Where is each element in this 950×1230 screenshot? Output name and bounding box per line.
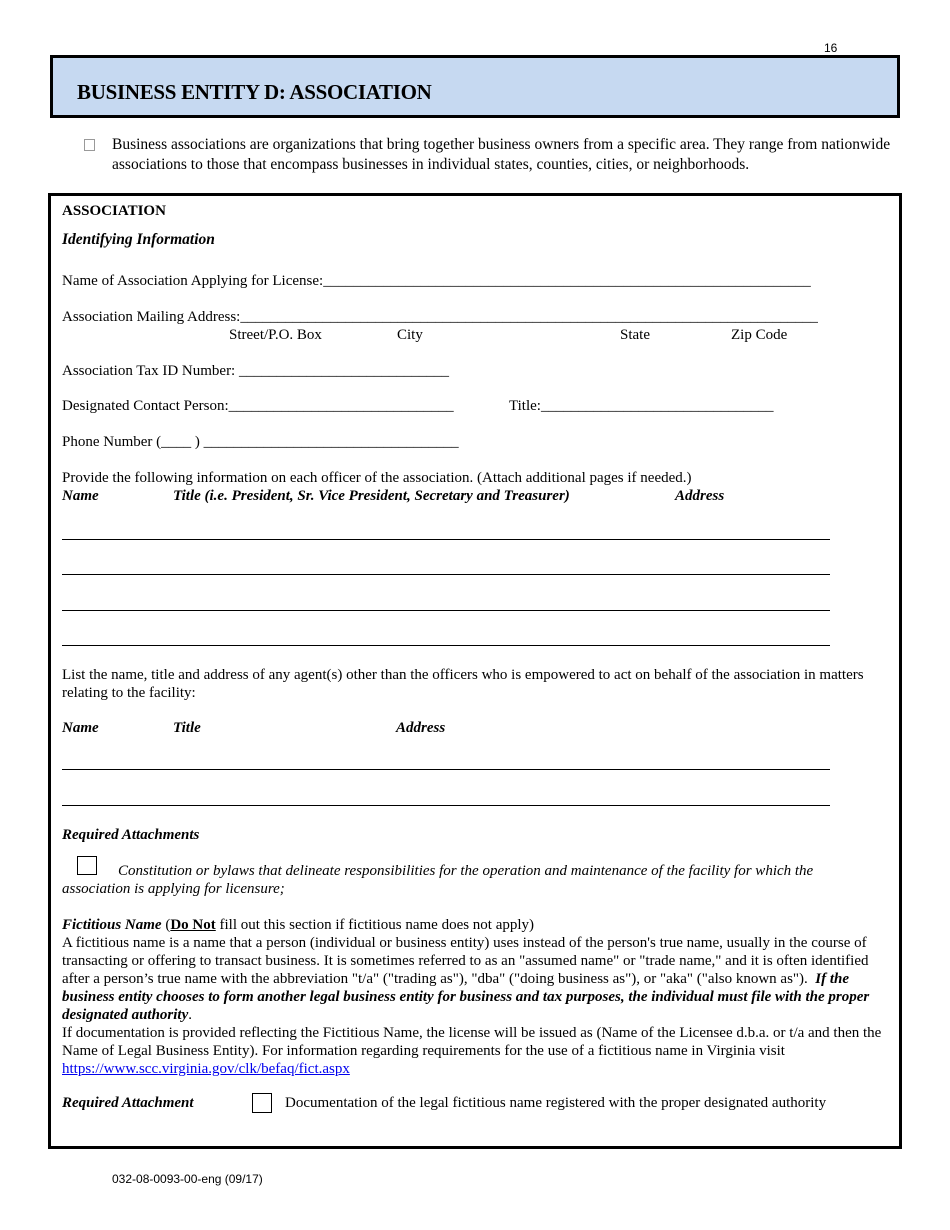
section-heading: ASSOCIATION: [62, 203, 166, 219]
fictitious-name-heading: Fictitious Name: [62, 917, 162, 933]
bylaws-attachment-text: Constitution or bylaws that delineate responsibilities for the operation and maintenance of the facility for which the association is applying for licensure;: [62, 863, 814, 897]
agents-col-title: Title: [173, 720, 201, 736]
phone-blank[interactable]: __________________________________: [203, 434, 459, 450]
contact-title-field[interactable]: [509, 398, 773, 415]
association-name-blank[interactable]: _________________________________________________________________: [323, 273, 811, 289]
association-name-label: Name of Association Applying for License:: [62, 273, 324, 289]
required-attachment-label: Required Attachment: [62, 1095, 194, 1111]
mailing-address-field[interactable]: [62, 309, 818, 326]
agents-col-address: Address: [396, 720, 446, 736]
page-title: BUSINESS ENTITY D: ASSOCIATION: [77, 80, 432, 104]
phone-label: Phone Number (____ ): [62, 434, 200, 450]
bullet-square-icon: [84, 139, 95, 151]
officer-entry-line[interactable]: [62, 574, 830, 575]
contact-title-blank[interactable]: _______________________________: [540, 398, 774, 414]
officer-entry-line[interactable]: [62, 610, 830, 611]
street-caption: Street/P.O. Box: [229, 327, 322, 343]
tax-id-label: Association Tax ID Number:: [62, 363, 236, 379]
state-caption: State: [620, 327, 650, 343]
tax-id-field[interactable]: [62, 363, 449, 380]
fictitious-paren-open: (: [161, 917, 171, 933]
intro-paragraph: Business associations are organizations that bring together business owners from a specific area. They range from nationwide associations to those that encompass businesses in individual states, counties, cities, or neighborhoods.: [112, 136, 891, 173]
fictitious-documentation-checkbox[interactable]: [252, 1093, 272, 1113]
fictitious-body-text: A fictitious name is a name that a person (individual or business entity) uses instead of the person's true name, usually in the course of transacting or offering to transact business. It is sometimes referred to as an "assumed name" or "trade name," and it is often identified after a person’s true name with the abbreviation "t/a" ("trading as"), "dba" ("doing business as"), or "aka" ("also known as").: [62, 935, 869, 987]
officers-col-title: Title (i.e. President, Sr. Vice President, Secretary and Treasurer): [173, 488, 570, 504]
tax-id-blank[interactable]: ____________________________: [238, 363, 449, 379]
officer-entry-line[interactable]: [62, 645, 830, 646]
phone-field[interactable]: [62, 434, 459, 451]
association-name-field[interactable]: [62, 273, 811, 290]
agent-entry-line[interactable]: [62, 805, 830, 806]
fictitious-documentation-item: Documentation of the legal fictitious name registered with the proper designated authority: [285, 1095, 827, 1111]
mailing-address-blank[interactable]: _____________________________________________________________________________: [240, 309, 818, 325]
section-subheading: Identifying Information: [62, 231, 215, 248]
required-attachments-heading: Required Attachments: [62, 827, 200, 843]
officers-instruction: Provide the following information on each officer of the association. (Attach additional pages if needed.): [62, 470, 692, 486]
title-banner: [50, 55, 900, 118]
city-caption: City: [397, 327, 423, 343]
agents-col-name: Name: [62, 720, 99, 736]
form-footer-code: 032-08-0093-00-eng (09/17): [112, 1172, 263, 1186]
contact-person-field[interactable]: [62, 398, 454, 415]
contact-title-label: Title:: [509, 398, 541, 414]
agents-instruction: List the name, title and address of any agent(s) other than the officers who is empowered to act on behalf of the association in matters relating to the facility:: [62, 667, 864, 701]
mailing-address-label: Association Mailing Address:: [62, 309, 241, 325]
page-number: 16: [824, 41, 838, 55]
fictitious-bold-notice: If the business entity chooses to form another legal business entity for business and tax purposes, the individual must file with the proper designated authority: [62, 971, 870, 1023]
scc-fictitious-link[interactable]: https://www.scc.virginia.gov/clk/befaq/fict.aspx: [62, 1061, 350, 1077]
do-not-emphasis: Do Not: [170, 917, 216, 933]
contact-person-label: Designated Contact Person:: [62, 398, 229, 414]
fictitious-paren-rest: fill out this section if fictitious name does not apply): [215, 917, 535, 933]
contact-person-blank[interactable]: ______________________________: [228, 398, 454, 414]
officer-entry-line[interactable]: [62, 539, 830, 540]
fictitious-documentation-text: If documentation is provided reflecting the Fictitious Name, the license will be issued as (Name of the Licensee d.b.a. or t/a and then the Name of Legal Business Entity). For information regarding requirements for the use of a fictitious name in Virginia visit: [62, 1025, 882, 1059]
fictitious-name-section: Fictitious Name (Do Not fill out this section if fictitious name does not apply) A fictitious name is a name that a person (individual or business entity) uses instead of the person's true name, usually in the course of transacting or offering to transact business. It is sometimes referred to as an "assumed name" or "trade name," and it is often identified after a person’s true name with the abbreviation "t/a" ("trading as"), "dba" ("doing business as"), or "aka" ("also known as"). If the business entity chooses to form another legal business entity for business and tax purposes, the individual must file with the proper designated authority. If documentation is provided reflecting the Fictitious Name, the license will be issued as (Name of the Licensee d.b.a. or t/a and then the Name of Legal Business Entity). For information regarding requirements for the use of a fictitious name in Virginia visit https://www.scc.virginia.gov/clk/befaq/fict.aspx: [62, 917, 882, 1077]
agent-entry-line[interactable]: [62, 769, 830, 770]
zip-caption: Zip Code: [731, 327, 788, 343]
officers-col-name: Name: [62, 488, 99, 504]
officers-col-address: Address: [675, 488, 725, 504]
